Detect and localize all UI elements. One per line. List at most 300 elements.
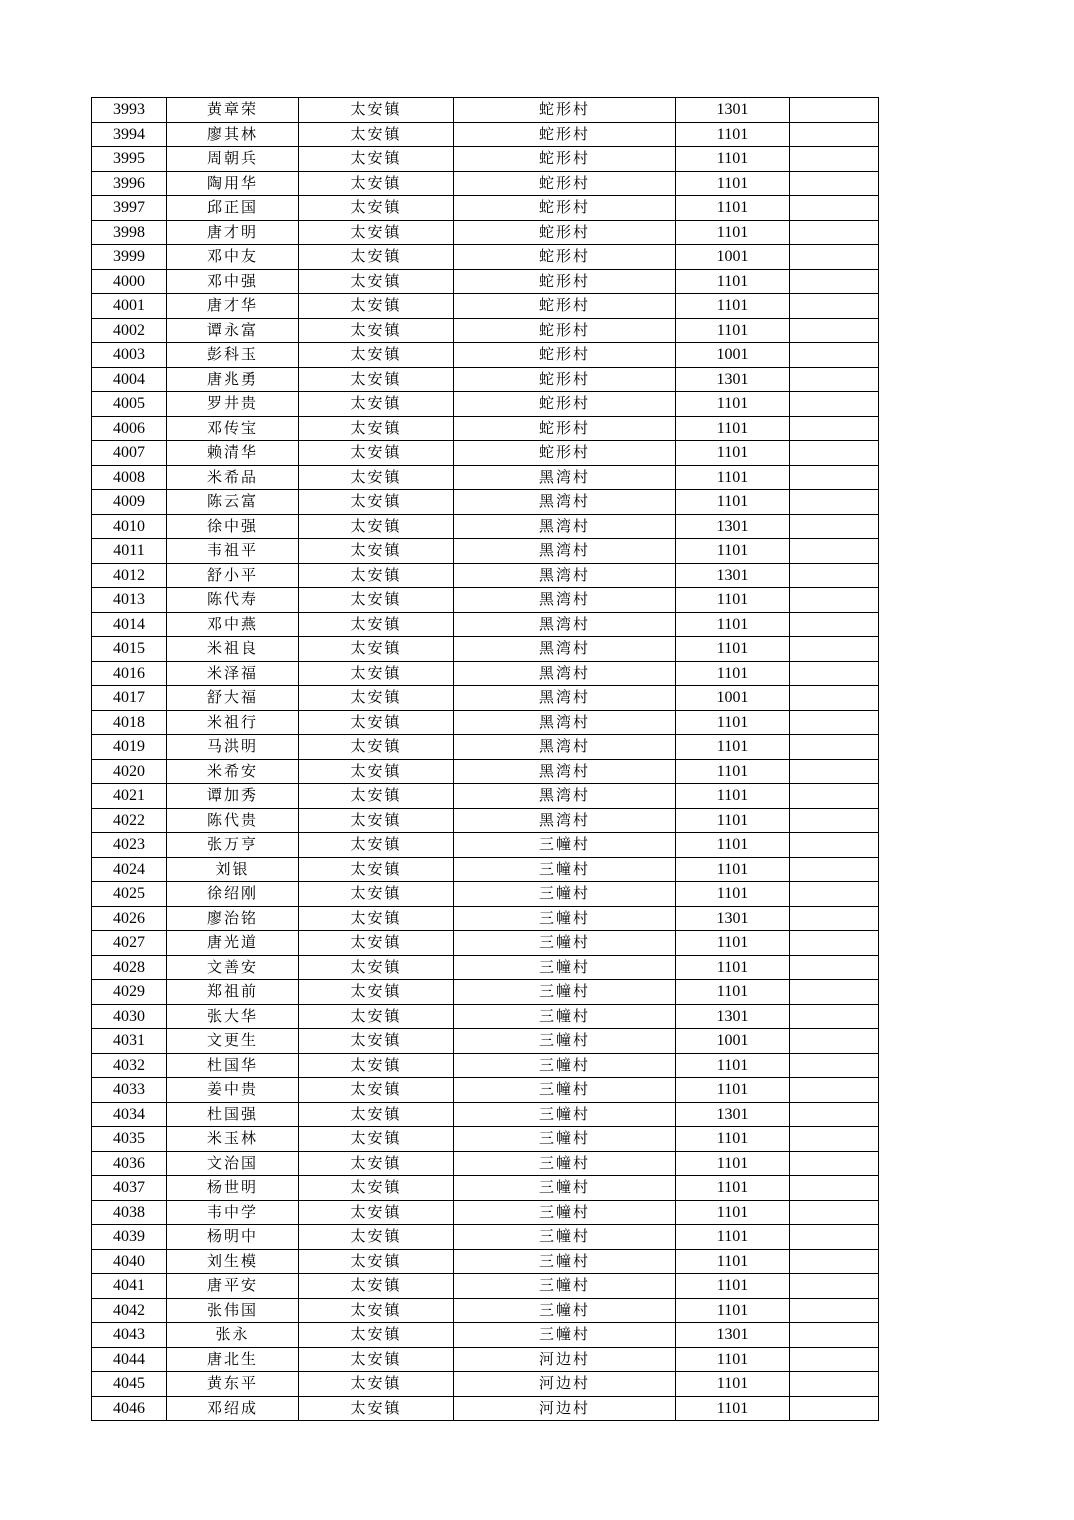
village-name: 黑湾村: [454, 588, 676, 613]
table-row: [92, 269, 879, 294]
remark-cell: [790, 171, 879, 196]
row-number: 3997: [92, 196, 167, 221]
village-name: 三幢村: [454, 1053, 676, 1078]
town-name: 太安镇: [299, 563, 454, 588]
town-name: 太安镇: [299, 1274, 454, 1299]
row-number: 4022: [92, 808, 167, 833]
category-code: 1101: [676, 1053, 790, 1078]
village-name: 三幢村: [454, 1249, 676, 1274]
town-name: 太安镇: [299, 637, 454, 662]
person-name: 舒小平: [167, 563, 299, 588]
remark-cell: [790, 808, 879, 833]
table-row: [92, 588, 879, 613]
remark-cell: [790, 343, 879, 368]
category-code: 1101: [676, 1396, 790, 1421]
row-number: 4007: [92, 441, 167, 466]
remark-cell: [790, 1078, 879, 1103]
table-row: [92, 392, 879, 417]
row-number: 4040: [92, 1249, 167, 1274]
person-name: 廖其林: [167, 122, 299, 147]
row-number: 4031: [92, 1029, 167, 1054]
village-name: 蛇形村: [454, 171, 676, 196]
village-name: 三幢村: [454, 1176, 676, 1201]
person-name: 唐兆勇: [167, 367, 299, 392]
table-row: [92, 147, 879, 172]
person-name: 韦中学: [167, 1200, 299, 1225]
table-row: [92, 318, 879, 343]
remark-cell: [790, 612, 879, 637]
row-number: 4025: [92, 882, 167, 907]
category-code: 1301: [676, 98, 790, 123]
town-name: 太安镇: [299, 980, 454, 1005]
village-name: 黑湾村: [454, 514, 676, 539]
remark-cell: [790, 1249, 879, 1274]
town-name: 太安镇: [299, 686, 454, 711]
row-number: 4029: [92, 980, 167, 1005]
table-row: [92, 1004, 879, 1029]
remark-cell: [790, 980, 879, 1005]
village-name: 蛇形村: [454, 441, 676, 466]
person-name: 赖清华: [167, 441, 299, 466]
town-name: 太安镇: [299, 882, 454, 907]
remark-cell: [790, 833, 879, 858]
row-number: 4020: [92, 759, 167, 784]
table-row: [92, 441, 879, 466]
village-name: 三幢村: [454, 1200, 676, 1225]
row-number: 4044: [92, 1347, 167, 1372]
category-code: 1301: [676, 1004, 790, 1029]
remark-cell: [790, 661, 879, 686]
row-number: 4001: [92, 294, 167, 319]
village-name: 三幢村: [454, 1151, 676, 1176]
row-number: 3995: [92, 147, 167, 172]
remark-cell: [790, 857, 879, 882]
table-row: [92, 1274, 879, 1299]
row-number: 4023: [92, 833, 167, 858]
remark-cell: [790, 1053, 879, 1078]
village-name: 三幢村: [454, 906, 676, 931]
town-name: 太安镇: [299, 1127, 454, 1152]
category-code: 1301: [676, 563, 790, 588]
town-name: 太安镇: [299, 1078, 454, 1103]
person-name: 陈代寿: [167, 588, 299, 613]
town-name: 太安镇: [299, 269, 454, 294]
category-code: 1101: [676, 588, 790, 613]
town-name: 太安镇: [299, 906, 454, 931]
row-number: 4000: [92, 269, 167, 294]
category-code: 1101: [676, 1151, 790, 1176]
category-code: 1101: [676, 955, 790, 980]
category-code: 1101: [676, 465, 790, 490]
person-name: 黄东平: [167, 1372, 299, 1397]
table-row: [92, 759, 879, 784]
person-name: 姜中贵: [167, 1078, 299, 1103]
town-name: 太安镇: [299, 539, 454, 564]
town-name: 太安镇: [299, 416, 454, 441]
remark-cell: [790, 955, 879, 980]
village-name: 三幢村: [454, 955, 676, 980]
village-name: 三幢村: [454, 882, 676, 907]
remark-cell: [790, 1274, 879, 1299]
village-name: 黑湾村: [454, 661, 676, 686]
person-name: 唐北生: [167, 1347, 299, 1372]
row-number: 4024: [92, 857, 167, 882]
remark-cell: [790, 220, 879, 245]
town-name: 太安镇: [299, 1029, 454, 1054]
table-row: [92, 661, 879, 686]
remark-cell: [790, 563, 879, 588]
table-row: [92, 710, 879, 735]
table-row: [92, 514, 879, 539]
person-name: 罗井贵: [167, 392, 299, 417]
row-number: 4018: [92, 710, 167, 735]
town-name: 太安镇: [299, 784, 454, 809]
table-row: [92, 490, 879, 515]
town-name: 太安镇: [299, 710, 454, 735]
table-row: [92, 1249, 879, 1274]
remark-cell: [790, 735, 879, 760]
person-name: 刘银: [167, 857, 299, 882]
remark-cell: [790, 1102, 879, 1127]
table-row: [92, 563, 879, 588]
person-name: 米祖良: [167, 637, 299, 662]
category-code: 1101: [676, 147, 790, 172]
category-code: 1101: [676, 1372, 790, 1397]
town-name: 太安镇: [299, 514, 454, 539]
row-number: 4026: [92, 906, 167, 931]
row-number: 4006: [92, 416, 167, 441]
remark-cell: [790, 1029, 879, 1054]
remark-cell: [790, 1396, 879, 1421]
person-name: 杨世明: [167, 1176, 299, 1201]
town-name: 太安镇: [299, 245, 454, 270]
remark-cell: [790, 1298, 879, 1323]
remark-cell: [790, 392, 879, 417]
roster-table: [91, 97, 879, 1421]
town-name: 太安镇: [299, 122, 454, 147]
town-name: 太安镇: [299, 661, 454, 686]
remark-cell: [790, 906, 879, 931]
category-code: 1001: [676, 343, 790, 368]
table-row: [92, 539, 879, 564]
person-name: 陶用华: [167, 171, 299, 196]
remark-cell: [790, 686, 879, 711]
village-name: 三幢村: [454, 980, 676, 1005]
person-name: 文更生: [167, 1029, 299, 1054]
table-row: [92, 343, 879, 368]
town-name: 太安镇: [299, 1004, 454, 1029]
remark-cell: [790, 637, 879, 662]
table-row: [92, 294, 879, 319]
town-name: 太安镇: [299, 465, 454, 490]
village-name: 黑湾村: [454, 735, 676, 760]
category-code: 1101: [676, 637, 790, 662]
village-name: 三幢村: [454, 1102, 676, 1127]
person-name: 唐才华: [167, 294, 299, 319]
person-name: 米泽福: [167, 661, 299, 686]
category-code: 1101: [676, 1127, 790, 1152]
category-code: 1101: [676, 882, 790, 907]
town-name: 太安镇: [299, 759, 454, 784]
town-name: 太安镇: [299, 147, 454, 172]
row-number: 3993: [92, 98, 167, 123]
village-name: 河边村: [454, 1347, 676, 1372]
category-code: 1101: [676, 710, 790, 735]
category-code: 1301: [676, 367, 790, 392]
category-code: 1101: [676, 1225, 790, 1250]
table-row: [92, 1347, 879, 1372]
row-number: 4038: [92, 1200, 167, 1225]
town-name: 太安镇: [299, 343, 454, 368]
category-code: 1101: [676, 539, 790, 564]
village-name: 黑湾村: [454, 759, 676, 784]
table-row: [92, 245, 879, 270]
town-name: 太安镇: [299, 833, 454, 858]
remark-cell: [790, 1372, 879, 1397]
person-name: 杜国华: [167, 1053, 299, 1078]
village-name: 蛇形村: [454, 122, 676, 147]
village-name: 蛇形村: [454, 416, 676, 441]
town-name: 太安镇: [299, 1176, 454, 1201]
table-row: [92, 1029, 879, 1054]
village-name: 三幢村: [454, 1004, 676, 1029]
village-name: 黑湾村: [454, 808, 676, 833]
table-row: [92, 931, 879, 956]
table-row: [92, 416, 879, 441]
remark-cell: [790, 465, 879, 490]
category-code: 1001: [676, 1029, 790, 1054]
remark-cell: [790, 122, 879, 147]
remark-cell: [790, 1176, 879, 1201]
town-name: 太安镇: [299, 808, 454, 833]
person-name: 唐平安: [167, 1274, 299, 1299]
village-name: 黑湾村: [454, 710, 676, 735]
village-name: 蛇形村: [454, 220, 676, 245]
category-code: 1101: [676, 980, 790, 1005]
village-name: 蛇形村: [454, 98, 676, 123]
person-name: 陈云富: [167, 490, 299, 515]
table-row: [92, 955, 879, 980]
person-name: 韦祖平: [167, 539, 299, 564]
person-name: 刘生模: [167, 1249, 299, 1274]
person-name: 黄章荣: [167, 98, 299, 123]
category-code: 1101: [676, 1078, 790, 1103]
village-name: 河边村: [454, 1396, 676, 1421]
category-code: 1101: [676, 612, 790, 637]
village-name: 黑湾村: [454, 686, 676, 711]
category-code: 1101: [676, 1298, 790, 1323]
village-name: 蛇形村: [454, 245, 676, 270]
category-code: 1101: [676, 1274, 790, 1299]
remark-cell: [790, 147, 879, 172]
village-name: 黑湾村: [454, 784, 676, 809]
category-code: 1101: [676, 784, 790, 809]
person-name: 张永: [167, 1323, 299, 1348]
village-name: 黑湾村: [454, 490, 676, 515]
village-name: 三幢村: [454, 1078, 676, 1103]
town-name: 太安镇: [299, 1225, 454, 1250]
village-name: 三幢村: [454, 857, 676, 882]
town-name: 太安镇: [299, 1372, 454, 1397]
category-code: 1301: [676, 514, 790, 539]
table-row: [92, 1225, 879, 1250]
table-row: [92, 1298, 879, 1323]
category-code: 1301: [676, 906, 790, 931]
person-name: 邓中友: [167, 245, 299, 270]
category-code: 1101: [676, 759, 790, 784]
category-code: 1101: [676, 1347, 790, 1372]
person-name: 张伟国: [167, 1298, 299, 1323]
remark-cell: [790, 1225, 879, 1250]
table-row: [92, 1200, 879, 1225]
category-code: 1101: [676, 416, 790, 441]
row-number: 4041: [92, 1274, 167, 1299]
village-name: 蛇形村: [454, 343, 676, 368]
category-code: 1101: [676, 931, 790, 956]
town-name: 太安镇: [299, 1323, 454, 1348]
category-code: 1101: [676, 735, 790, 760]
remark-cell: [790, 318, 879, 343]
town-name: 太安镇: [299, 441, 454, 466]
person-name: 米希品: [167, 465, 299, 490]
table-row: [92, 1396, 879, 1421]
village-name: 蛇形村: [454, 147, 676, 172]
person-name: 张大华: [167, 1004, 299, 1029]
village-name: 黑湾村: [454, 539, 676, 564]
category-code: 1301: [676, 1323, 790, 1348]
row-number: 4043: [92, 1323, 167, 1348]
row-number: 4034: [92, 1102, 167, 1127]
town-name: 太安镇: [299, 1200, 454, 1225]
person-name: 文治国: [167, 1151, 299, 1176]
town-name: 太安镇: [299, 612, 454, 637]
person-name: 徐绍刚: [167, 882, 299, 907]
row-number: 4012: [92, 563, 167, 588]
town-name: 太安镇: [299, 294, 454, 319]
row-number: 4009: [92, 490, 167, 515]
category-code: 1101: [676, 269, 790, 294]
person-name: 郑祖前: [167, 980, 299, 1005]
category-code: 1101: [676, 1176, 790, 1201]
person-name: 邓传宝: [167, 416, 299, 441]
remark-cell: [790, 269, 879, 294]
person-name: 邓绍成: [167, 1396, 299, 1421]
category-code: 1101: [676, 171, 790, 196]
town-name: 太安镇: [299, 1249, 454, 1274]
row-number: 3996: [92, 171, 167, 196]
remark-cell: [790, 1127, 879, 1152]
table-row: [92, 857, 879, 882]
table-row: [92, 171, 879, 196]
person-name: 周朝兵: [167, 147, 299, 172]
village-name: 黑湾村: [454, 637, 676, 662]
remark-cell: [790, 245, 879, 270]
remark-cell: [790, 1200, 879, 1225]
town-name: 太安镇: [299, 1396, 454, 1421]
remark-cell: [790, 882, 879, 907]
row-number: 4036: [92, 1151, 167, 1176]
row-number: 4027: [92, 931, 167, 956]
town-name: 太安镇: [299, 857, 454, 882]
table-row: [92, 1078, 879, 1103]
row-number: 4032: [92, 1053, 167, 1078]
row-number: 4028: [92, 955, 167, 980]
remark-cell: [790, 784, 879, 809]
table-row: [92, 735, 879, 760]
row-number: 4045: [92, 1372, 167, 1397]
village-name: 三幢村: [454, 931, 676, 956]
person-name: 唐才明: [167, 220, 299, 245]
person-name: 张万亨: [167, 833, 299, 858]
town-name: 太安镇: [299, 1053, 454, 1078]
person-name: 杨明中: [167, 1225, 299, 1250]
person-name: 陈代贵: [167, 808, 299, 833]
remark-cell: [790, 588, 879, 613]
table-row: [92, 196, 879, 221]
row-number: 4014: [92, 612, 167, 637]
row-number: 4039: [92, 1225, 167, 1250]
table-row: [92, 882, 879, 907]
category-code: 1101: [676, 122, 790, 147]
remark-cell: [790, 931, 879, 956]
row-number: 3998: [92, 220, 167, 245]
remark-cell: [790, 1323, 879, 1348]
remark-cell: [790, 539, 879, 564]
row-number: 4033: [92, 1078, 167, 1103]
town-name: 太安镇: [299, 171, 454, 196]
table-row: [92, 1151, 879, 1176]
category-code: 1101: [676, 1249, 790, 1274]
table-row: [92, 906, 879, 931]
person-name: 彭科玉: [167, 343, 299, 368]
row-number: 4013: [92, 588, 167, 613]
table-row: [92, 637, 879, 662]
row-number: 4004: [92, 367, 167, 392]
table-row: [92, 98, 879, 123]
person-name: 廖治铭: [167, 906, 299, 931]
roster-body: [92, 98, 879, 1421]
row-number: 4015: [92, 637, 167, 662]
village-name: 黑湾村: [454, 465, 676, 490]
category-code: 1101: [676, 196, 790, 221]
person-name: 邓中强: [167, 269, 299, 294]
person-name: 米希安: [167, 759, 299, 784]
person-name: 唐光道: [167, 931, 299, 956]
category-code: 1101: [676, 294, 790, 319]
village-name: 蛇形村: [454, 196, 676, 221]
remark-cell: [790, 490, 879, 515]
row-number: 4035: [92, 1127, 167, 1152]
remark-cell: [790, 196, 879, 221]
category-code: 1101: [676, 318, 790, 343]
table-row: [92, 465, 879, 490]
village-name: 蛇形村: [454, 294, 676, 319]
person-name: 邱正国: [167, 196, 299, 221]
table-row: [92, 1372, 879, 1397]
remark-cell: [790, 710, 879, 735]
town-name: 太安镇: [299, 735, 454, 760]
town-name: 太安镇: [299, 367, 454, 392]
table-row: [92, 1053, 879, 1078]
table-row: [92, 1323, 879, 1348]
village-name: 三幢村: [454, 1274, 676, 1299]
table-row: [92, 833, 879, 858]
row-number: 4021: [92, 784, 167, 809]
town-name: 太安镇: [299, 588, 454, 613]
category-code: 1101: [676, 490, 790, 515]
table-row: [92, 1176, 879, 1201]
table-row: [92, 1127, 879, 1152]
